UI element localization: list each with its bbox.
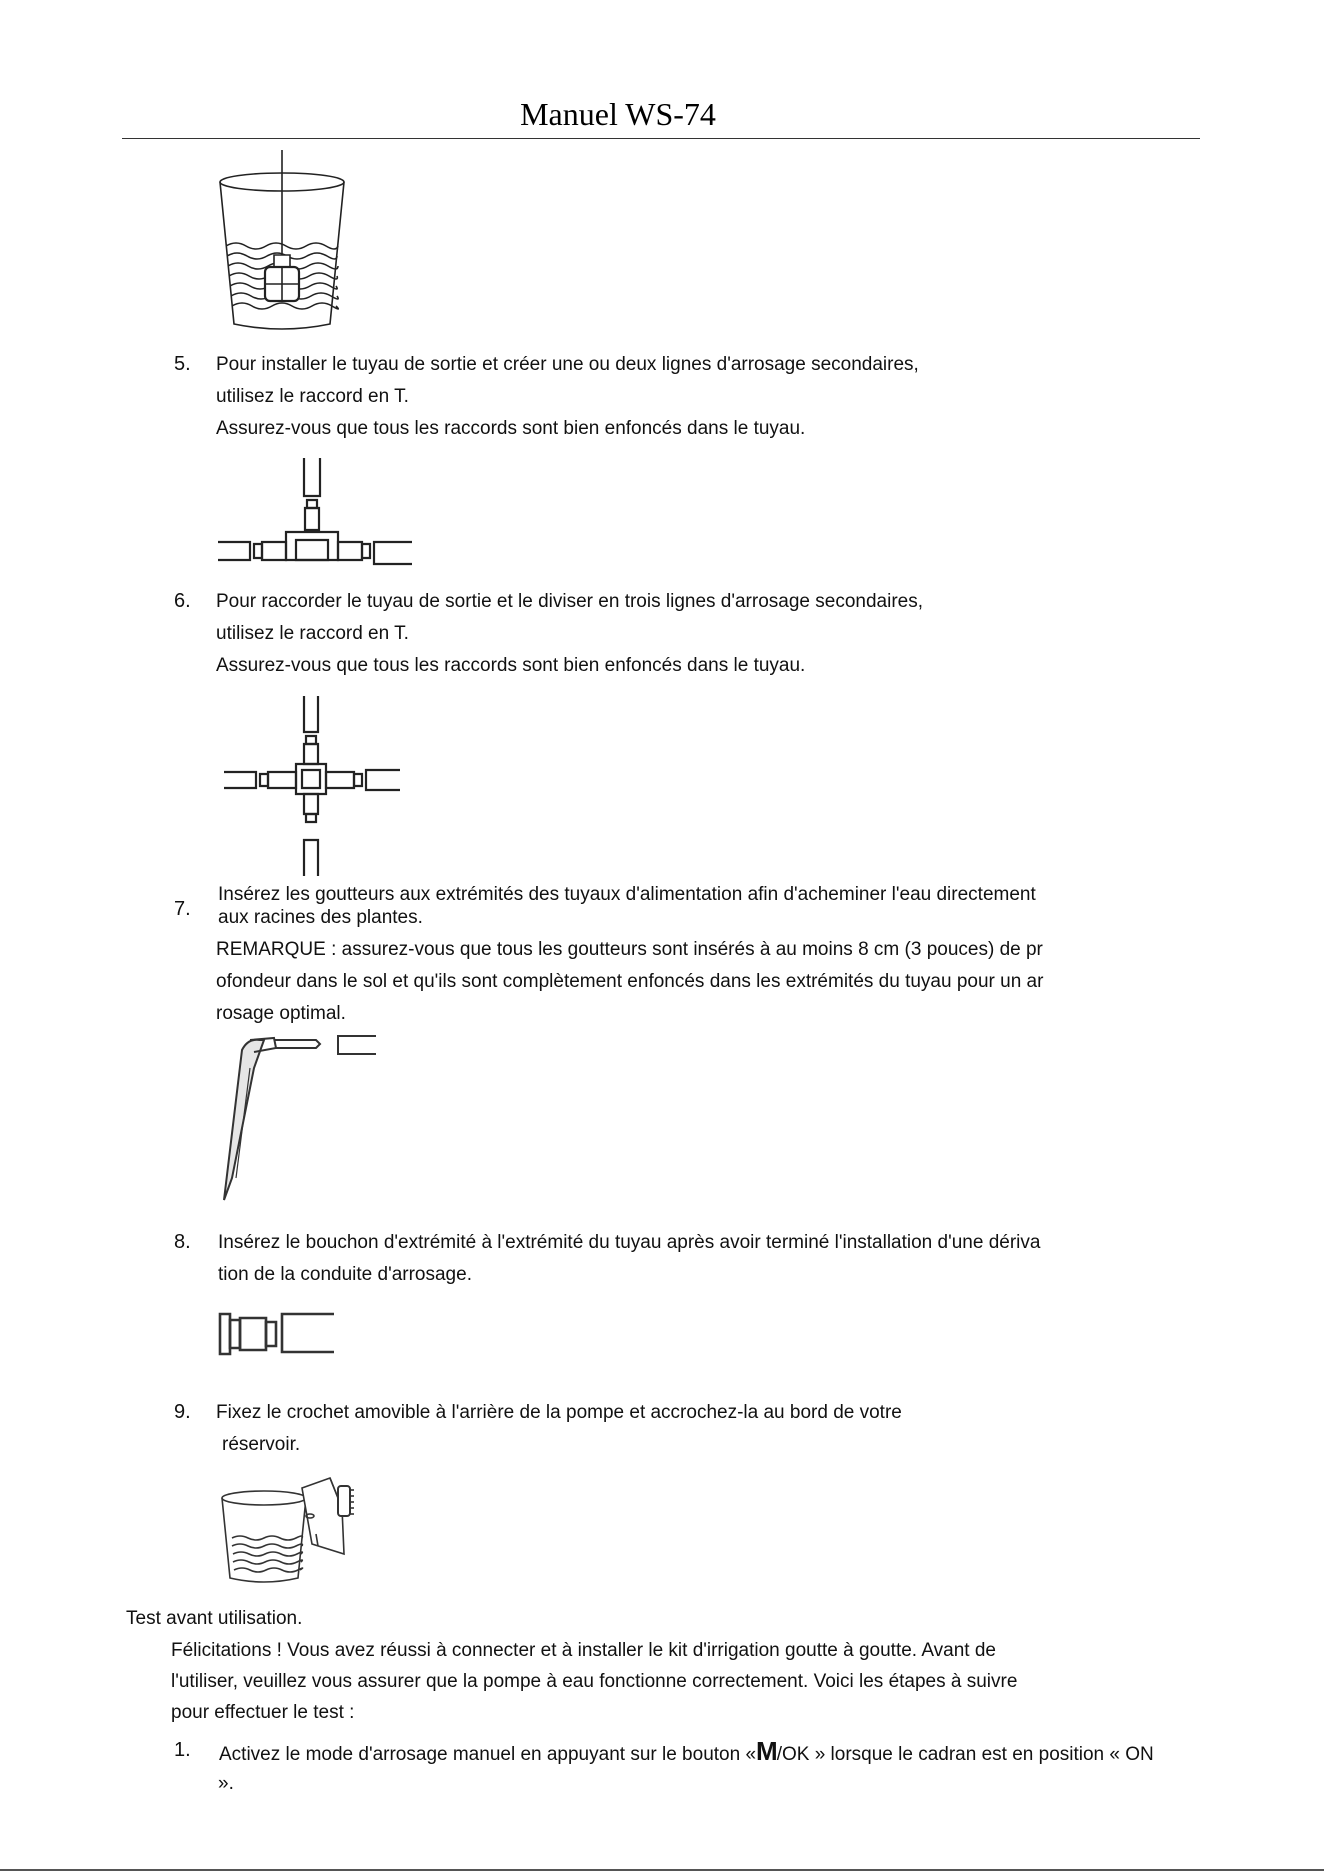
step-7-line-2: aux racines des plantes. xyxy=(218,907,423,928)
test-step-1-number: 1. xyxy=(174,1739,191,1761)
test-intro-line-2: l'utiliser, veuillez vous assurer que la pompe à eau fonctionne correctement. Voici les étapes à suivre xyxy=(171,1671,1018,1692)
pump-in-water-icon xyxy=(218,150,352,332)
footer-rule xyxy=(0,1869,1324,1871)
step-7-number: 7. xyxy=(174,898,191,920)
test-step-1-text-before: Activez le mode d'arrosage manuel en appuyant sur le bouton « xyxy=(219,1744,757,1765)
step-5-line-3: Assurez-vous que tous les raccords sont bien enfoncés dans le tuyau. xyxy=(216,418,806,439)
step-7-line-3: REMARQUE : assurez-vous que tous les goutteurs sont insérés à au moins 8 cm (3 pouces) de pr xyxy=(216,939,1043,960)
test-step-1-text-after: /OK » lorsque le cadran est en position « ON xyxy=(776,1744,1154,1765)
dripper-icon xyxy=(220,1028,380,1204)
step-7-line-4: ofondeur dans le sol et qu'ils sont complètement enfoncés dans les extrémités du tuyau pour un ar xyxy=(216,971,1044,992)
header-rule xyxy=(122,138,1200,139)
step-8-number: 8. xyxy=(174,1231,191,1253)
step-9-number: 9. xyxy=(174,1401,191,1423)
step-9-line-2: réservoir. xyxy=(222,1434,301,1455)
step-5-number: 5. xyxy=(174,353,191,375)
pump-on-tank-icon xyxy=(220,1474,360,1586)
cross-connector-icon xyxy=(222,694,404,878)
step-9-line-1: Fixez le crochet amovible à l'arrière de la pompe et accrochez-la au bord de votre xyxy=(216,1402,902,1423)
step-5-line-1: Pour installer le tuyau de sortie et créer une ou deux lignes d'arrosage secondaires, xyxy=(216,354,919,375)
step-6-line-2: utilisez le raccord en T. xyxy=(216,623,409,644)
step-8-line-2: tion de la conduite d'arrosage. xyxy=(218,1264,472,1285)
page-title: Manuel WS-74 xyxy=(520,96,716,132)
t-connector-icon xyxy=(216,456,414,568)
step-6-line-1: Pour raccorder le tuyau de sortie et le diviser en trois lignes d'arrosage secondaires, xyxy=(216,591,923,612)
test-step-1-line-1 xyxy=(219,1736,1154,1767)
test-section-heading: Test avant utilisation. xyxy=(126,1608,303,1629)
step-8-line-1: Insérez le bouchon d'extrémité à l'extrémité du tuyau après avoir terminé l'installation d'une dériva xyxy=(218,1232,1041,1253)
test-intro-line-1: Félicitations ! Vous avez réussi à connecter et à installer le kit d'irrigation goutte à goutte. Avant de xyxy=(171,1640,996,1661)
step-6-line-3: Assurez-vous que tous les raccords sont bien enfoncés dans le tuyau. xyxy=(216,655,806,676)
manual-mode-m-icon: M xyxy=(756,1736,777,1766)
test-intro-line-3: pour effectuer le test : xyxy=(171,1702,355,1723)
end-cap-icon xyxy=(216,1306,340,1362)
step-5-line-2: utilisez le raccord en T. xyxy=(216,386,409,407)
step-7-line-1: Insérez les goutteurs aux extrémités des tuyaux d'alimentation afin d'acheminer l'eau directement xyxy=(218,884,1036,905)
test-step-1-line-2: ». xyxy=(218,1773,234,1794)
step-6-number: 6. xyxy=(174,590,191,612)
step-7-line-5: rosage optimal. xyxy=(216,1003,346,1024)
